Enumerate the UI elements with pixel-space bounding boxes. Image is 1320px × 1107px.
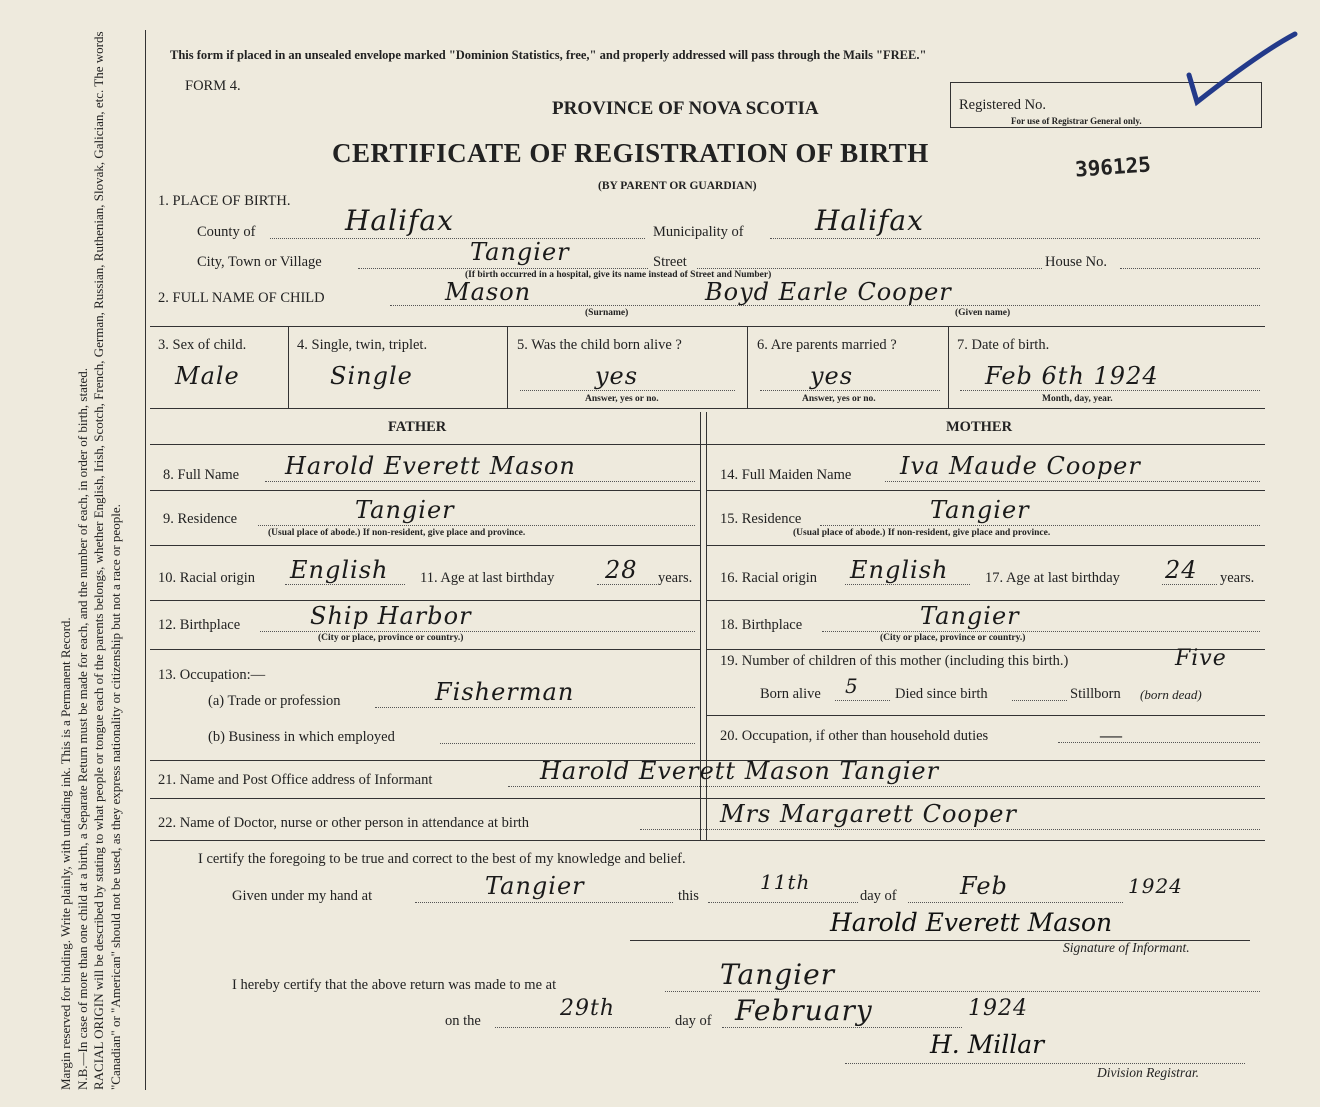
dob-value: Feb 6th 1924: [985, 362, 1159, 390]
father-birthplace-caption: (City or place, province or country.): [318, 633, 464, 643]
alive-label: 5. Was the child born alive ?: [517, 337, 682, 353]
county-label: County of: [197, 224, 256, 240]
father-birthplace: Ship Harbor: [310, 602, 472, 630]
given-month: Feb: [960, 872, 1008, 900]
father-business-label: (b) Business in which employed: [208, 729, 395, 745]
sex-label: 3. Sex of child.: [158, 337, 247, 353]
nb-note: N.B.—In case of more than one child at a birth, a Separate Return must be made for each, and the number of each, in order of birth, stated.: [74, 368, 90, 1090]
married-label: 6. Are parents married ?: [757, 337, 897, 353]
mother-age-label: 17. Age at last birthday: [985, 570, 1120, 586]
mail-notice: This form if placed in an unsealed envelope marked "Dominion Statistics, free," and properly addressed will pass through the Mails "FREE.": [170, 48, 927, 62]
mother-residence: Tangier: [930, 496, 1030, 524]
document-title: CERTIFICATE OF REGISTRATION OF BIRTH: [332, 138, 929, 168]
child-name-label: 2. FULL NAME OF CHILD: [158, 290, 325, 306]
father-race-label: 10. Racial origin: [158, 570, 256, 586]
mother-name: Iva Maude Cooper: [900, 452, 1141, 480]
mother-residence-label: 15. Residence: [720, 511, 802, 527]
informant-value: Harold Everett Mason Tangier: [540, 757, 940, 785]
mother-race-label: 16. Racial origin: [720, 570, 818, 586]
mother-birthplace-caption: (City or place, province or country.): [880, 633, 1026, 643]
form-number: FORM 4.: [185, 78, 241, 94]
father-age-label: 11. Age at last birthday: [420, 570, 555, 586]
father-age: 28: [605, 556, 638, 584]
checkmark-icon: [1185, 30, 1300, 115]
father-name: Harold Everett Mason: [285, 452, 576, 480]
father-race: English: [290, 556, 389, 584]
surname-caption: (Surname): [585, 308, 629, 318]
mother-occupation: —: [1100, 722, 1122, 747]
father-years: years.: [658, 570, 693, 586]
father-heading: FATHER: [388, 419, 447, 435]
mother-birthplace-label: 18. Birthplace: [720, 617, 803, 633]
registrar-signature: H. Millar: [930, 1030, 1045, 1059]
father-residence-caption: (Usual place of abode.) If non-resident, give place and province.: [268, 528, 526, 538]
dob-caption: Month, day, year.: [1042, 394, 1113, 404]
province-heading: PROVINCE OF NOVA SCOTIA: [552, 98, 819, 119]
registrar-caption: Division Registrar.: [1097, 1065, 1200, 1080]
given-place: Tangier: [485, 872, 585, 900]
given-this-label: this: [678, 888, 699, 904]
document-subtitle: (BY PARENT OR GUARDIAN): [598, 180, 757, 192]
mother-heading: MOTHER: [946, 419, 1013, 435]
city-value: Tangier: [470, 238, 570, 266]
mother-name-label: 14. Full Maiden Name: [720, 467, 852, 483]
house-label: House No.: [1045, 254, 1108, 270]
county-value: Halifax: [345, 204, 454, 237]
given-label: Given under my hand at: [232, 888, 373, 904]
father-name-label: 8. Full Name: [163, 467, 240, 483]
alive-caption: Answer, yes or no.: [585, 394, 659, 404]
informant-label: 21. Name and Post Office address of Informant: [158, 772, 433, 788]
died-label: Died since birth: [895, 686, 988, 702]
racial-origin-note: RACIAL ORIGIN will be described by stating to what people or tongue each of the parents belongs, whether English, Irish, Scotch, French, German, Russian, Ruthenian, Slovak, Galician, etc. The words "Canadian" or "American" should not be used, as they express nationality or citizenship but not a race or people.: [91, 31, 123, 1090]
left-border: [145, 30, 146, 1090]
father-occupation-label: 13. Occupation:—: [158, 667, 266, 683]
mother-residence-caption: (Usual place of abode.) If non-resident, give place and province.: [793, 528, 1051, 538]
father-residence-label: 9. Residence: [163, 511, 238, 527]
street-label: Street: [653, 254, 687, 270]
married-value: yes: [810, 362, 854, 390]
registrar-place: Tangier: [720, 958, 836, 991]
father-birthplace-label: 12. Birthplace: [158, 617, 241, 633]
given-caption: (Given name): [955, 308, 1011, 318]
registered-label: Registered No.: [959, 97, 1046, 113]
signature-caption: Signature of Informant.: [1063, 940, 1190, 955]
sex-value: Male: [175, 362, 240, 390]
certification-statement: I certify the foregoing to be true and correct to the best of my knowledge and belief.: [198, 851, 686, 867]
mother-children-label: 19. Number of children of this mother (including this birth.): [720, 653, 1069, 669]
mother-age: 24: [1165, 556, 1198, 584]
attendant-label: 22. Name of Doctor, nurse or other person in attendance at birth: [158, 815, 530, 831]
stillborn-label: Stillborn: [1070, 686, 1121, 702]
father-trade-label: (a) Trade or profession: [208, 693, 341, 709]
informant-signature: Harold Everett Mason: [830, 908, 1113, 937]
municipality-value: Halifax: [815, 204, 924, 237]
born-alive-label: Born alive: [760, 686, 821, 702]
born-alive-value: 5: [845, 674, 859, 698]
plurality-value: Single: [330, 362, 413, 390]
registrar-month: February: [735, 994, 873, 1027]
binding-note: Margin reserved for binding. Write plainly, with unfading ink. This is a Permanent Record.: [58, 617, 73, 1090]
registrar-statement: I hereby certify that the above return was made to me at: [232, 977, 557, 993]
mother-children: Five: [1175, 646, 1227, 671]
father-trade: Fisherman: [435, 678, 575, 706]
plurality-label: 4. Single, twin, triplet.: [297, 337, 428, 353]
mother-years: years.: [1220, 570, 1255, 586]
registrar-day-of-label: day of: [675, 1013, 712, 1029]
father-residence: Tangier: [355, 496, 455, 524]
city-label: City, Town or Village: [197, 254, 322, 270]
registrar-on-label: on the: [445, 1013, 481, 1029]
child-given-name: Boyd Earle Cooper: [705, 278, 952, 306]
child-surname: Mason: [445, 278, 532, 306]
stillborn-note: (born dead): [1140, 687, 1202, 702]
mother-occupation-label: 20. Occupation, if other than household duties: [720, 728, 989, 744]
attendant-value: Mrs Margarett Cooper: [720, 800, 1017, 828]
mother-race: English: [850, 556, 949, 584]
married-caption: Answer, yes or no.: [802, 394, 876, 404]
given-day-of-label: day of: [860, 888, 897, 904]
dob-label: 7. Date of birth.: [957, 337, 1050, 353]
stamp-number: 396125: [1074, 152, 1152, 182]
given-day: 11th: [760, 870, 811, 894]
hospital-note: (If birth occurred in a hospital, give its name instead of Street and Number): [465, 270, 772, 280]
municipality-label: Municipality of: [653, 224, 744, 240]
registrar-year: 1924: [968, 996, 1028, 1021]
margin-instructions: [58, 20, 124, 1090]
registered-note: For use of Registrar General only.: [1011, 116, 1142, 126]
alive-value: yes: [595, 362, 639, 390]
given-year: 1924: [1128, 874, 1183, 898]
place-of-birth-label: 1. PLACE OF BIRTH.: [158, 193, 291, 209]
mother-birthplace: Tangier: [920, 602, 1020, 630]
registrar-day: 29th: [560, 996, 616, 1021]
